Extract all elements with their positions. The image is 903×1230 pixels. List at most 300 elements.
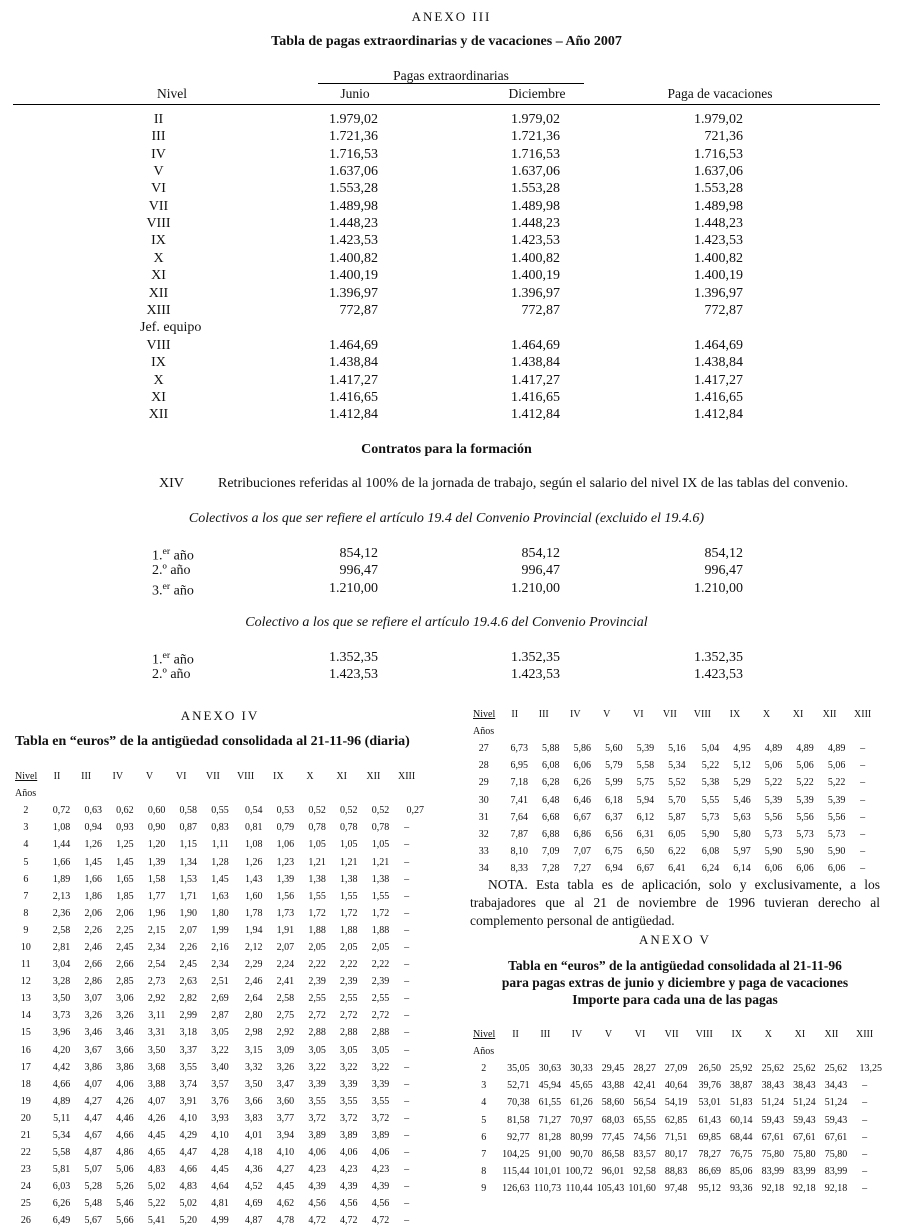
value-cell: – (404, 856, 410, 868)
value-cell: 26,50 (698, 1063, 721, 1075)
value-cell: 2,88 (340, 1027, 358, 1039)
value-cell: 2,05 (308, 941, 326, 953)
value-cell: 1,72 (308, 907, 326, 919)
anexo5-subtitle-1: Tabla en “euros” de la antigüedad consolidada al 21-11-96 (508, 958, 842, 973)
value-cell: 3,07 (84, 993, 102, 1005)
value-cell: 4,66 (116, 1130, 134, 1142)
year-word: año (170, 583, 194, 599)
value-cell: 56,54 (633, 1097, 656, 1109)
nivel-cell: VI (151, 181, 166, 197)
value-cell: 4,89 (827, 743, 846, 755)
value-cell: 5,99 (605, 777, 623, 789)
value-cell: 7,18 (510, 777, 528, 789)
column-header: X (764, 1029, 772, 1041)
value-cell: 67,61 (793, 1131, 816, 1143)
value-cell: 2,81 (52, 941, 71, 953)
column-header: III (81, 771, 92, 783)
column-header: X (762, 709, 771, 721)
value-cell: 5,60 (605, 743, 623, 755)
value-cell: 92,18 (761, 1182, 785, 1194)
value-cell: 2,22 (308, 959, 326, 971)
value-cell: 1,28 (211, 856, 229, 868)
value-cell: 8,33 (510, 862, 528, 874)
value-cell: 2,07 (276, 941, 295, 953)
table-row (12, 1007, 424, 1024)
value-cell: 5,02 (179, 1198, 198, 1210)
value-cell: 1,72 (340, 907, 358, 919)
value-cell: 81,28 (538, 1131, 562, 1143)
column-header: VII (662, 709, 677, 721)
column-header: VIII (693, 709, 712, 721)
value-cell: 3,22 (340, 1061, 358, 1073)
value-cell: 45,65 (570, 1080, 593, 1092)
value-cell: 126,63 (502, 1182, 530, 1194)
value-cell: 3,32 (244, 1061, 263, 1073)
value-cell: 2,12 (244, 941, 263, 953)
amount-cell: 1.423,53 (511, 233, 560, 249)
value-cell: 3,76 (211, 1095, 229, 1107)
value-cell: 3,50 (147, 1044, 166, 1056)
table-row (12, 802, 424, 819)
year-word: año (166, 563, 191, 579)
nivel-cell: V (153, 164, 164, 180)
header-diciembre: Diciembre (508, 86, 566, 101)
value-cell: 4,07 (147, 1095, 166, 1107)
value-cell: 4,81 (211, 1198, 229, 1210)
value-cell: 2,88 (308, 1027, 326, 1039)
value-cell: 5,90 (764, 845, 783, 857)
table-row (12, 1093, 424, 1110)
amount-cell: 772,87 (704, 302, 743, 318)
value-cell: 6,28 (542, 777, 560, 789)
value-cell: 2,34 (147, 941, 166, 953)
years-cell: 21 (20, 1130, 31, 1142)
value-cell: 1,43 (244, 873, 263, 885)
value-cell: 0,27 (406, 805, 424, 817)
value-cell: 4,27 (276, 1164, 295, 1176)
value-cell: 2,51 (211, 976, 229, 988)
value-cell: 3,09 (276, 1044, 295, 1056)
column-header: II (512, 1029, 519, 1041)
amount-cell: 1.553,28 (511, 181, 560, 197)
value-cell: 2,75 (276, 1010, 295, 1022)
value-cell: – (404, 1130, 410, 1142)
table-row (12, 1076, 424, 1093)
value-cell: 5,73 (827, 828, 846, 840)
value-cell: 1,21 (308, 856, 326, 868)
value-cell: 4,89 (52, 1095, 71, 1107)
value-cell: 2,45 (116, 941, 134, 953)
value-cell: – (860, 760, 866, 772)
value-cell: 1,21 (340, 856, 358, 868)
value-cell: – (862, 1165, 868, 1177)
amount-cell: 1.412,84 (511, 407, 560, 423)
anexo4-table-continued (470, 706, 880, 877)
value-cell: 4,72 (340, 1215, 358, 1227)
amount-cell: 1.979,02 (694, 112, 743, 127)
table-row (12, 853, 424, 870)
years-cell: 22 (20, 1147, 31, 1159)
value-cell: 5,07 (84, 1164, 102, 1176)
value-cell: 43,88 (601, 1080, 625, 1092)
nota-label: NOTA. (488, 877, 528, 892)
value-cell: 4,10 (179, 1112, 198, 1124)
value-cell: – (404, 873, 410, 885)
value-cell: 1,65 (116, 873, 134, 885)
years-label-row (470, 1043, 882, 1060)
years-cell: 6 (481, 1131, 487, 1143)
table-row (470, 757, 880, 774)
table-row (470, 809, 880, 826)
value-cell: 3,31 (147, 1027, 166, 1039)
amount-cell: 1.553,28 (329, 181, 378, 197)
years-cell: 28 (478, 760, 489, 772)
years-cell: 17 (20, 1061, 31, 1073)
value-cell: 6,06 (764, 862, 783, 874)
value-cell: 60,14 (730, 1114, 753, 1126)
years-cell: 4 (23, 839, 29, 851)
table-row (12, 1178, 424, 1195)
value-cell: 38,43 (761, 1080, 785, 1092)
value-cell: 3,60 (276, 1095, 295, 1107)
column-header: II (511, 709, 519, 721)
anexo4-nota (470, 876, 880, 930)
value-cell: 1,66 (84, 873, 102, 885)
value-cell: 95,12 (698, 1182, 721, 1194)
value-cell: 52,71 (507, 1080, 530, 1092)
amount-cell: 1.489,98 (694, 198, 743, 214)
column-header: III (540, 1029, 551, 1041)
value-cell: 1,86 (84, 890, 102, 902)
value-cell: 1,60 (244, 890, 263, 902)
value-cell: 77,45 (601, 1131, 625, 1143)
amount-cell: 1.400,82 (694, 250, 743, 266)
value-cell: 3,50 (52, 993, 71, 1005)
value-cell: 6,56 (605, 828, 623, 840)
value-cell: 2,24 (276, 959, 295, 971)
value-cell: 5,63 (733, 811, 751, 823)
value-cell: 5,39 (764, 794, 783, 806)
anexo5-table (470, 1026, 882, 1197)
value-cell: 1,94 (244, 924, 263, 936)
amount-cell: 1.417,27 (511, 372, 560, 388)
amount-cell: 1.400,19 (694, 268, 743, 284)
value-cell: 4,07 (84, 1078, 102, 1090)
value-cell: 4,72 (371, 1215, 390, 1227)
value-cell: 1,05 (308, 839, 326, 851)
value-cell: 25,92 (730, 1063, 753, 1075)
value-cell: 1,91 (276, 924, 295, 936)
value-cell: 104,25 (502, 1148, 530, 1160)
value-cell: 0,53 (276, 805, 295, 817)
amount-cell: 1.637,06 (511, 164, 560, 180)
value-cell: 4,18 (244, 1147, 263, 1159)
column-header: V (603, 709, 611, 721)
amount-cell: 1.423,53 (329, 667, 378, 683)
value-cell: 4,23 (308, 1164, 326, 1176)
value-cell: 3,26 (276, 1061, 295, 1073)
table-row (470, 740, 880, 757)
value-cell: 2,72 (340, 1010, 358, 1022)
value-cell: 1,05 (371, 839, 390, 851)
value-cell: 4,06 (116, 1078, 134, 1090)
pagas-extra-group-header: Pagas extraordinarias (393, 68, 509, 83)
amount-cell: 1.464,69 (694, 338, 743, 353)
value-cell: 5,02 (147, 1181, 166, 1193)
value-cell: 6,86 (573, 828, 592, 840)
value-cell: 83,99 (793, 1165, 816, 1177)
value-cell: 61,26 (570, 1097, 593, 1109)
value-cell: 7,87 (510, 828, 528, 840)
value-cell: 2,41 (276, 976, 295, 988)
value-cell: 5,73 (701, 811, 720, 823)
amount-cell: 1.400,19 (329, 268, 378, 284)
value-cell: 51,83 (730, 1097, 753, 1109)
value-cell: 2,55 (371, 993, 390, 1005)
value-cell: 8,10 (510, 845, 528, 857)
column-header-nivel: Nivel (15, 771, 38, 783)
value-cell: 4,52 (244, 1181, 263, 1193)
value-cell: 86,69 (698, 1165, 721, 1177)
value-cell: 5,97 (733, 845, 751, 857)
value-cell: 83,99 (761, 1165, 785, 1177)
value-cell: 4,45 (276, 1181, 295, 1193)
value-cell: 1,73 (276, 907, 295, 919)
value-cell: 3,66 (116, 1044, 134, 1056)
value-cell: 70,97 (570, 1114, 593, 1126)
anexo5-subtitle-2: para pagas extras de junio y diciembre y paga de vacaciones (501, 975, 849, 990)
value-cell: 2,06 (116, 907, 134, 919)
years-cell: 19 (20, 1095, 31, 1107)
column-header: XIII (397, 771, 416, 783)
amount-cell: 1.400,19 (511, 268, 560, 284)
value-cell: 7,07 (573, 845, 592, 857)
value-cell: – (862, 1131, 868, 1143)
value-cell: 105,43 (596, 1182, 625, 1194)
value-cell: 5,06 (796, 760, 814, 772)
value-cell: 1,77 (147, 890, 166, 902)
amount-cell: 1.637,06 (329, 164, 378, 180)
group-header-rule (318, 83, 584, 84)
value-cell: 3,72 (371, 1112, 390, 1124)
value-cell: 25,62 (824, 1063, 848, 1075)
value-cell: 7,27 (573, 862, 592, 874)
value-cell: 5,70 (668, 794, 686, 806)
value-cell: 5,73 (764, 828, 783, 840)
xiv-label: XIV (159, 476, 184, 491)
anexo4-table (12, 768, 424, 1230)
value-cell: 92,18 (824, 1182, 848, 1194)
value-cell: 1,66 (52, 856, 71, 868)
table-row (12, 836, 424, 853)
amount-cell: 772,87 (521, 302, 560, 318)
value-cell: 5,66 (116, 1215, 134, 1227)
value-cell: 110,73 (533, 1182, 562, 1194)
value-cell: 2,73 (147, 976, 166, 988)
value-cell: 0,63 (84, 805, 102, 817)
value-cell: 6,95 (510, 760, 528, 772)
value-cell: 4,36 (244, 1164, 263, 1176)
value-cell: 2,29 (244, 959, 263, 971)
column-header-nivel: Nivel (473, 709, 496, 721)
value-cell: 0,87 (179, 822, 198, 834)
value-cell: 2,72 (371, 1010, 390, 1022)
value-cell: 6,67 (573, 811, 592, 823)
value-cell: 35,05 (507, 1063, 530, 1075)
value-cell: 61,55 (538, 1097, 562, 1109)
value-cell: 5,28 (84, 1181, 102, 1193)
table-header-row (12, 768, 424, 785)
value-cell: – (860, 828, 866, 840)
value-cell: 1,45 (211, 873, 229, 885)
value-cell: 4,01 (244, 1130, 263, 1142)
amount-cell: 1.416,65 (329, 390, 378, 406)
value-cell: 2,54 (147, 959, 166, 971)
value-cell: 5,56 (796, 811, 814, 823)
year-ordinal: 3. (152, 583, 163, 599)
value-cell: 2,55 (308, 993, 326, 1005)
value-cell: 0,52 (308, 805, 326, 817)
year-ordinal: 2.º (152, 563, 167, 579)
value-cell: 88,83 (664, 1165, 688, 1177)
table-row (470, 791, 880, 808)
column-header: V (145, 771, 154, 783)
value-cell: 6,94 (605, 862, 623, 874)
value-cell: 5,34 (668, 760, 686, 772)
value-cell: 3,39 (340, 1078, 358, 1090)
table-row (12, 1212, 424, 1229)
nivel-cell: VIII (146, 216, 171, 232)
value-cell: 3,91 (179, 1095, 198, 1107)
amount-cell: 1.352,35 (511, 650, 560, 665)
value-cell: 5,73 (796, 828, 814, 840)
table-row (470, 1060, 882, 1077)
value-cell: 1,39 (276, 873, 295, 885)
value-cell: 3,55 (308, 1095, 326, 1107)
value-cell: 0,60 (147, 805, 166, 817)
years-cell: 7 (481, 1148, 487, 1160)
table-row (12, 973, 424, 990)
value-cell: 51,24 (824, 1097, 848, 1109)
column-header: XI (794, 1029, 806, 1041)
value-cell: 4,64 (211, 1181, 229, 1193)
nivel-cell: X (153, 250, 164, 266)
years-label-row (12, 785, 424, 802)
value-cell: 38,43 (793, 1080, 816, 1092)
value-cell: 58,60 (601, 1097, 625, 1109)
nota-text: Esta tabla es de aplicación, solo y exclusivamente, a los trabajadores que al 21 de noviembre de 1996 tuvieran derecho al complemento personal de antigüedad. (470, 877, 880, 928)
value-cell: 81,58 (507, 1114, 530, 1126)
value-cell: 68,03 (601, 1114, 625, 1126)
table-header-row (470, 1026, 882, 1043)
value-cell: 80,17 (664, 1148, 688, 1160)
value-cell: 71,51 (664, 1131, 688, 1143)
value-cell: – (404, 1112, 410, 1124)
amount-cell: 1.396,97 (329, 285, 378, 301)
table-row (12, 1059, 424, 1076)
value-cell: 5,26 (116, 1181, 134, 1193)
year-ordinal: 1. (152, 652, 163, 668)
column-header: VIII (695, 1029, 713, 1041)
amount-cell: 1.412,84 (329, 407, 378, 423)
column-header-nivel: Nivel (473, 1029, 496, 1041)
value-cell: 2,80 (244, 1010, 263, 1022)
column-header: III (538, 709, 549, 721)
amount-cell: 1.352,35 (694, 650, 743, 665)
amount-cell: 854,12 (521, 546, 560, 561)
value-cell: 2,26 (84, 924, 102, 936)
value-cell: 0,55 (211, 805, 229, 817)
value-cell: 3,89 (340, 1130, 358, 1142)
value-cell: 3,47 (276, 1078, 295, 1090)
years-cell: 15 (20, 1027, 31, 1039)
amount-cell: 1.400,82 (329, 250, 378, 266)
value-cell: 0,52 (371, 805, 390, 817)
value-cell: 3,86 (84, 1061, 102, 1073)
year-ordinal-suffix: er (162, 580, 171, 592)
value-cell: 67,61 (761, 1131, 785, 1143)
value-cell: 4,47 (179, 1147, 198, 1159)
value-cell: 75,80 (761, 1148, 785, 1160)
value-cell: 100,72 (565, 1165, 593, 1177)
table-row (12, 1195, 424, 1212)
value-cell: 3,83 (244, 1112, 263, 1124)
years-cell: 30 (478, 794, 489, 806)
value-cell: 1,78 (244, 907, 263, 919)
column-header: V (604, 1029, 613, 1041)
value-cell: 6,68 (542, 811, 560, 823)
years-cell: 20 (20, 1112, 31, 1124)
amount-cell: 1.448,23 (694, 216, 743, 232)
value-cell: 3,66 (244, 1095, 263, 1107)
value-cell: 1,99 (211, 924, 229, 936)
value-cell: 3,72 (340, 1112, 358, 1124)
column-header: XII (366, 771, 381, 783)
value-cell: 3,06 (116, 993, 134, 1005)
table-row (12, 956, 424, 973)
nivel-cell: XIII (146, 302, 171, 318)
value-cell: 4,66 (52, 1078, 71, 1090)
header-rule (13, 104, 880, 105)
value-cell: – (404, 1078, 410, 1090)
value-cell: – (404, 959, 410, 971)
value-cell: 0,52 (340, 805, 358, 817)
value-cell: 2,66 (116, 959, 134, 971)
value-cell: 2,86 (84, 976, 102, 988)
value-cell: 1,63 (211, 890, 229, 902)
value-cell: 83,57 (633, 1148, 656, 1160)
table-row (470, 1111, 882, 1128)
value-cell: 97,48 (664, 1182, 688, 1194)
value-cell: 0,83 (211, 822, 229, 834)
value-cell: 59,43 (761, 1114, 785, 1126)
value-cell: 5,06 (116, 1164, 134, 1176)
value-cell: 4,47 (84, 1112, 102, 1124)
value-cell: 74,56 (633, 1131, 656, 1143)
value-cell: 61,43 (698, 1114, 721, 1126)
value-cell: 5,22 (796, 777, 814, 789)
table-row (470, 1094, 882, 1111)
value-cell: 4,62 (276, 1198, 295, 1210)
value-cell: 6,75 (605, 845, 623, 857)
value-cell: 28,27 (633, 1063, 656, 1075)
nivel-cell: XI (151, 268, 166, 284)
value-cell: 2,05 (340, 941, 358, 953)
value-cell: 4,06 (371, 1147, 390, 1159)
year-label (152, 650, 194, 669)
value-cell: 5,48 (84, 1198, 102, 1210)
table-row (470, 860, 880, 877)
